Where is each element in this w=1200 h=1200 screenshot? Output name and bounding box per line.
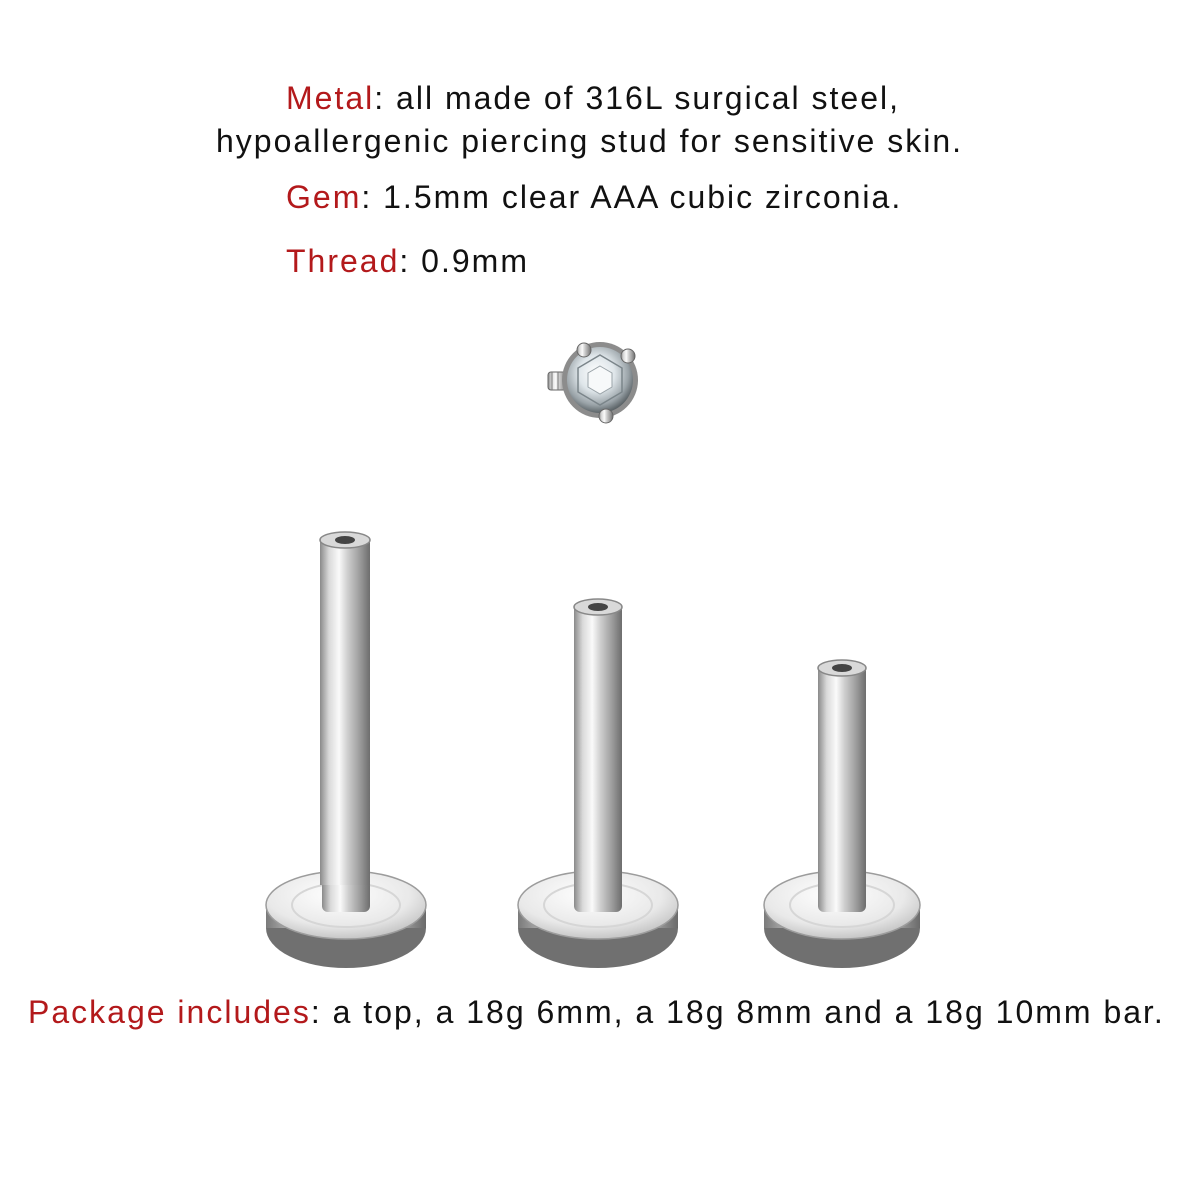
labret-bar-icon (266, 532, 426, 968)
labret-bar-icon (764, 660, 920, 968)
thread-value: : 0.9mm (399, 243, 529, 279)
metal-value: : all made of 316L surgical steel, (374, 80, 900, 116)
gem-top-icon (548, 342, 638, 423)
gem-key: Gem (286, 179, 362, 215)
metal-key: Metal (286, 80, 375, 116)
metal-spec-continuation: hypoallergenic piercing stud for sensitive skin. (216, 123, 963, 159)
gem-value: : 1.5mm clear AAA cubic zirconia. (361, 179, 903, 215)
labret-bar-icon (518, 599, 678, 968)
package-includes (28, 992, 1165, 1032)
package-key: Package includes (28, 994, 311, 1030)
package-value: : a top, a 18g 6mm, a 18g 8mm and a 18g 10mm bar. (310, 994, 1165, 1030)
thread-key: Thread (286, 243, 400, 279)
